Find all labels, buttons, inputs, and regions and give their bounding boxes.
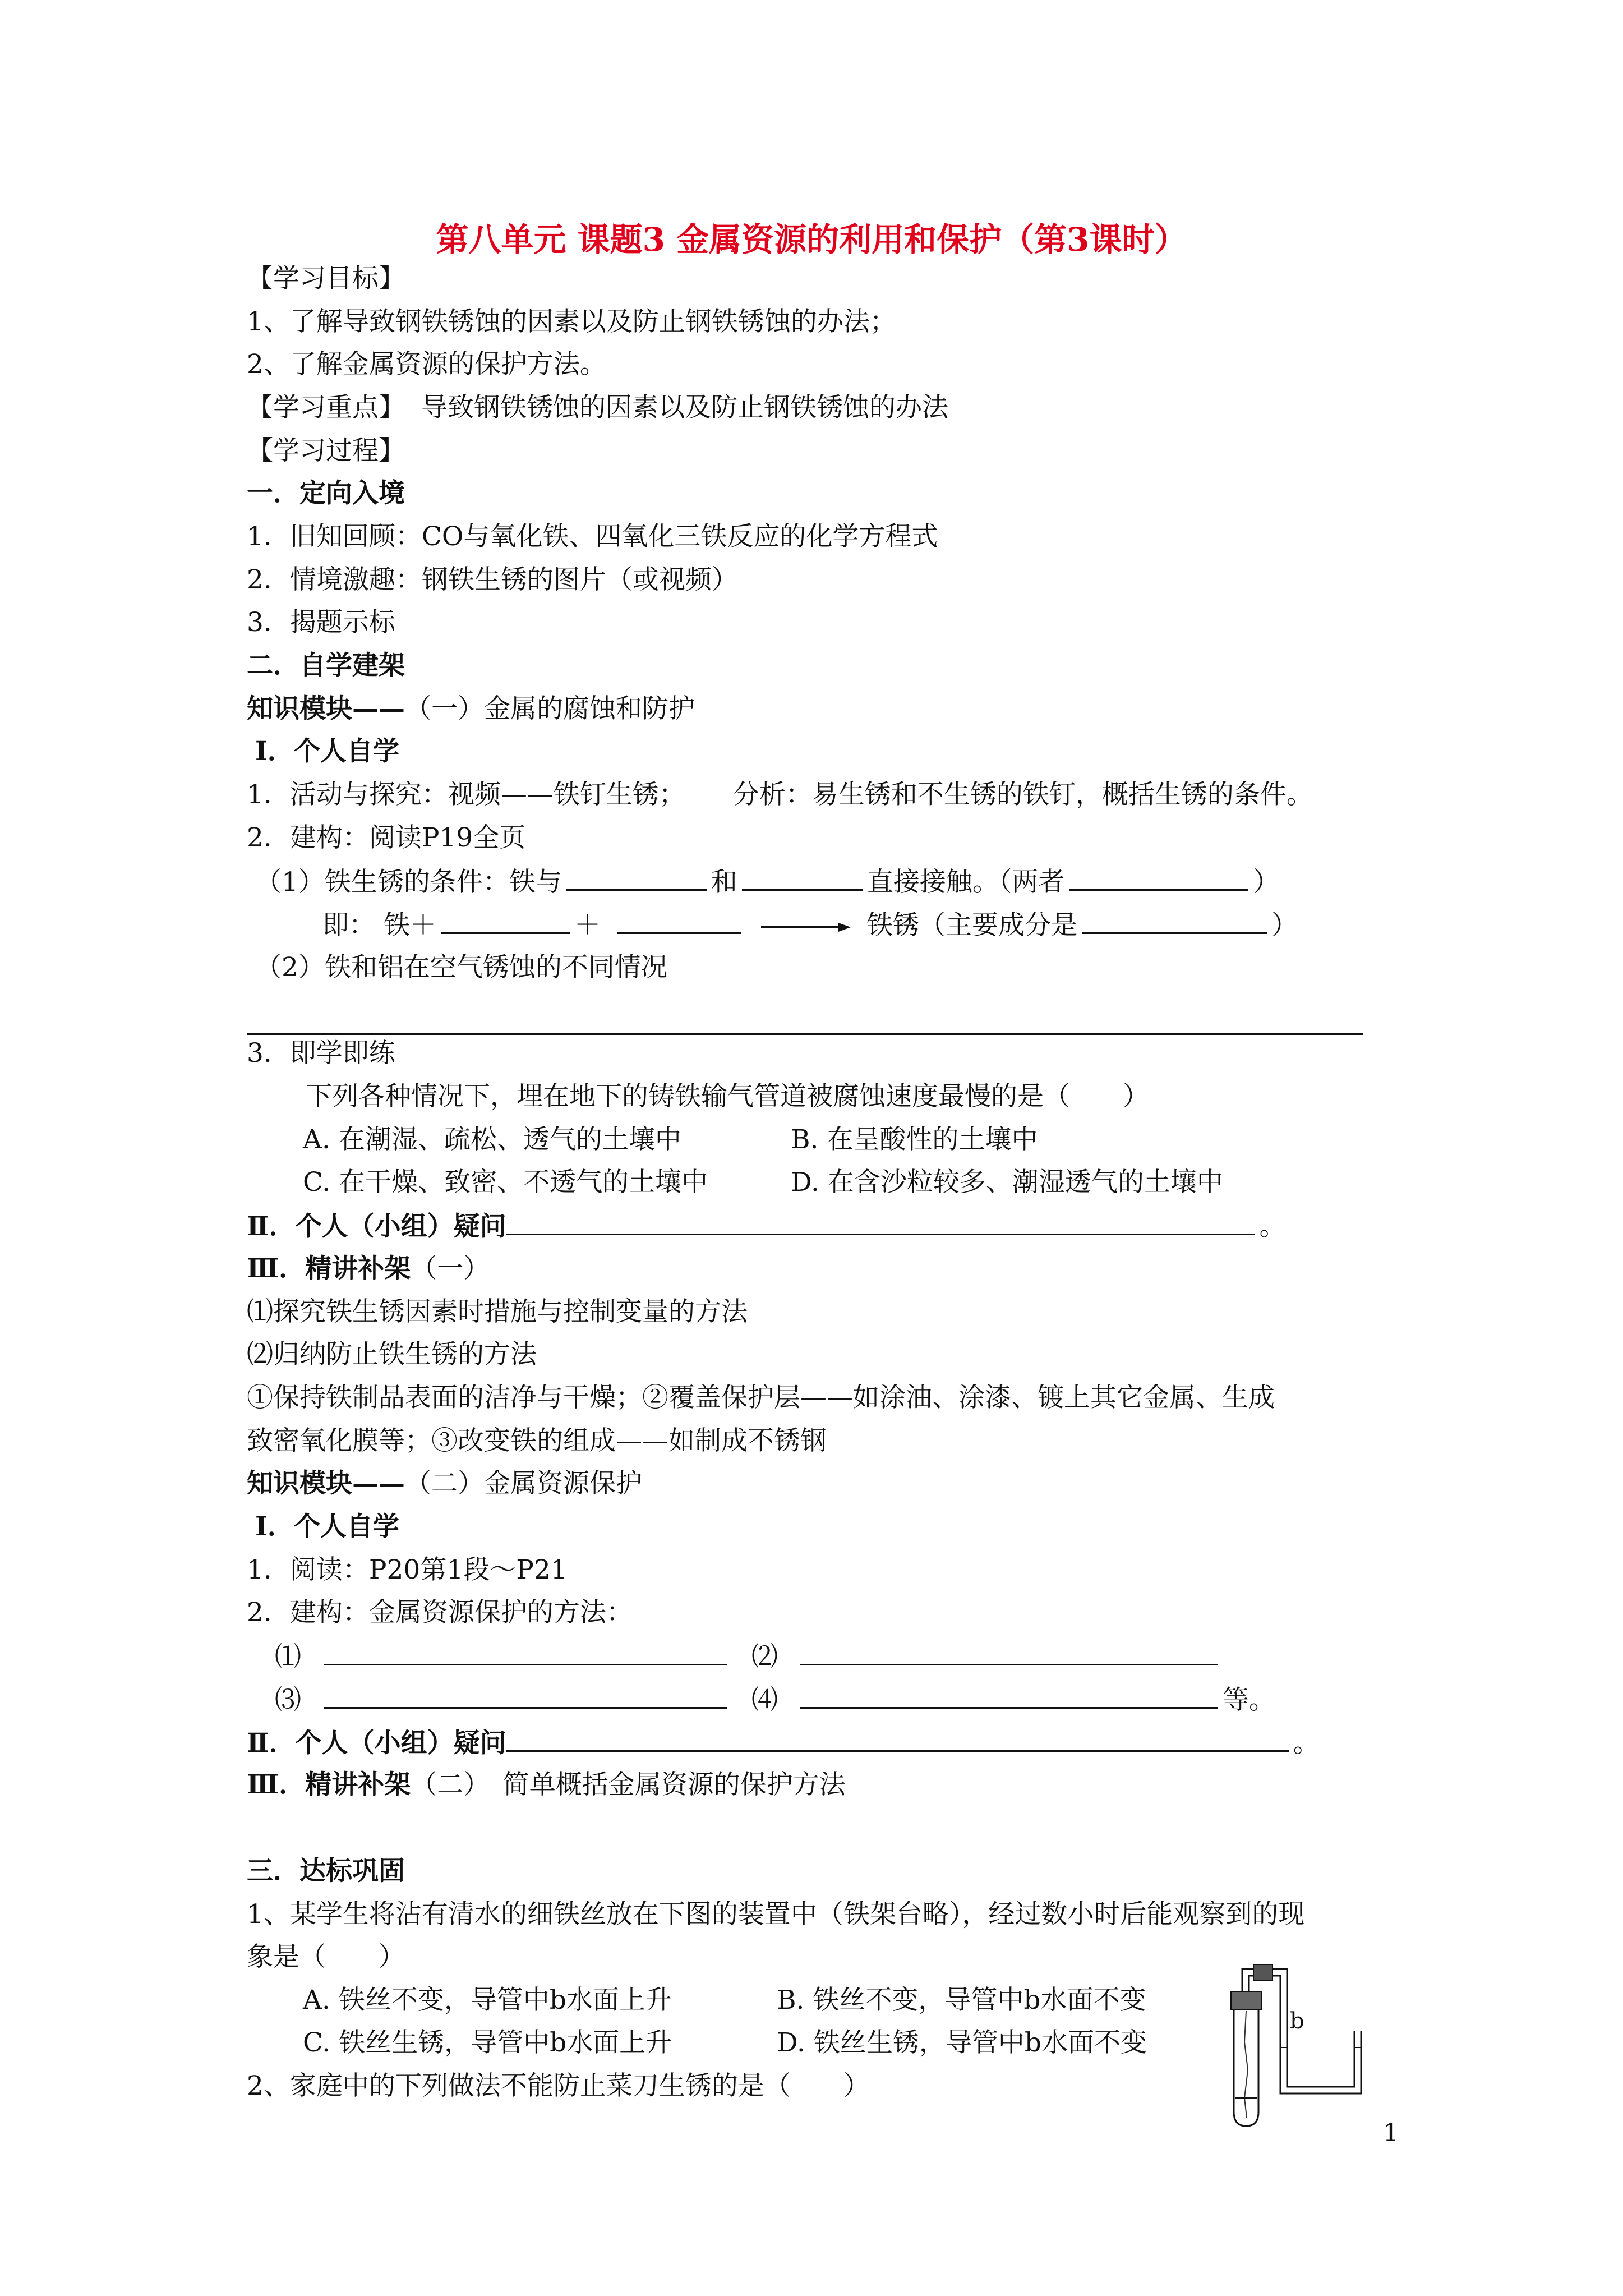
m1-lecture-text: （一） <box>411 1253 490 1284</box>
goals-heading: 【学习目标】 <box>247 263 405 294</box>
exercise-1-option-c: C. 铁丝生锈，导管中b水面上升 <box>303 2027 672 2058</box>
module-2-text: （二）金属资源保护 <box>405 1468 642 1499</box>
goal-2: 2、了解金属资源的保护方法。 <box>247 349 606 380</box>
practice-question: 下列各种情况下，埋在地下的铸铁输气管道被腐蚀速度最慢的是（ ） <box>306 1081 1149 1112</box>
option-a: A. 在潮湿、疏松、透气的土壤中 <box>303 1124 681 1155</box>
m2-lecture-label: Ⅲ．精讲补架 <box>247 1769 411 1800</box>
blank-3[interactable] <box>1069 864 1248 891</box>
blank-5[interactable] <box>617 908 741 934</box>
m2-lecture-line <box>247 1768 846 1802</box>
m2-self-study: Ⅰ．个人自学 <box>255 1511 399 1542</box>
close-paren: ） <box>1253 867 1280 898</box>
method-1-blank[interactable] <box>324 1639 727 1665</box>
method-2-blank[interactable] <box>800 1639 1218 1665</box>
exercise-1-option-b: B. 铁丝不变，导管中b水面不变 <box>777 1985 1146 2016</box>
equation-start: 即： 铁＋ <box>322 910 436 941</box>
lecture-item-4: 致密氧化膜等；③改变铁的组成——如制成不锈钢 <box>247 1425 827 1456</box>
focus-label: 【学习重点】 <box>247 392 405 423</box>
and-text: 和 <box>711 867 737 898</box>
etc-text: 等。 <box>1223 1685 1275 1715</box>
rust-equation-line <box>322 908 1298 942</box>
method-3-num: ⑶ <box>275 1685 301 1715</box>
lecture-item-3: ①保持铁制品表面的洁净与干燥；②覆盖保护层——如涂油、涂漆、镀上其它金属、生成 <box>247 1382 1275 1413</box>
module-2-heading <box>247 1467 642 1501</box>
m1-construct: 2．建构：阅读P19全页 <box>247 822 526 853</box>
exercise-1-option-a: A. 铁丝不变，导管中b水面上升 <box>303 1985 672 2016</box>
m2-construct: 2．建构：金属资源保护的方法： <box>247 1597 633 1628</box>
m2-question-label: Ⅱ．个人（小组）疑问 <box>247 1728 506 1759</box>
m2-question-blank[interactable] <box>506 1726 1289 1752</box>
rust-condition-line <box>255 864 1279 899</box>
m1-self-study: Ⅰ．个人自学 <box>255 736 399 767</box>
contact-text: 直接接触。（两者 <box>866 867 1065 898</box>
rust-text: 铁锈（主要成分是 <box>866 910 1077 941</box>
option-c: C. 在干燥、致密、不透气的土壤中 <box>303 1167 708 1198</box>
m1-practice: 3．即学即练 <box>247 1038 395 1069</box>
exercise-2: 2、家庭中的下列做法不能防止菜刀生锈的是（ ） <box>247 2070 870 2101</box>
module-2-label: 知识模块—— <box>247 1468 405 1499</box>
document-title: 第八单元 课题3 金属资源的利用和保护（第3课时） <box>436 220 1187 259</box>
method-1-line <box>275 1639 732 1674</box>
lecture-item-1: ⑴探究铁生锈因素时措施与控制变量的方法 <box>247 1296 748 1327</box>
section-3-heading: 三．达标巩固 <box>247 1856 405 1887</box>
m1-question-label: Ⅱ．个人（小组）疑问 <box>247 1211 506 1242</box>
process-heading: 【学习过程】 <box>247 435 405 466</box>
rust-condition-text: （1）铁生锈的条件：铁与 <box>255 867 562 898</box>
goal-1: 1、了解导致钢铁锈蚀的因素以及防止钢铁锈蚀的办法； <box>247 306 896 337</box>
method-4-num: ⑷ <box>751 1685 778 1715</box>
answer-rule[interactable] <box>247 1033 1363 1035</box>
m2-reading: 1．阅读：P20第1段～P21 <box>247 1554 568 1585</box>
apparatus-label-b: b <box>1290 2008 1304 2034</box>
method-3-line <box>275 1682 732 1717</box>
focus-line <box>247 391 948 425</box>
equation-end: ） <box>1271 910 1298 941</box>
method-2-num: ⑵ <box>751 1641 778 1672</box>
lecture-item-2: ⑵归纳防止铁生锈的方法 <box>247 1339 537 1370</box>
module-1-heading <box>247 692 695 726</box>
method-4-blank[interactable] <box>800 1682 1218 1709</box>
m1-question-line <box>247 1209 1286 1244</box>
page-number: 1 <box>1383 2119 1399 2147</box>
m1-lecture-label: Ⅲ．精讲补架 <box>247 1253 411 1284</box>
module-1-text: （一）金属的腐蚀和防护 <box>405 693 695 724</box>
blank-6[interactable] <box>1082 908 1267 934</box>
period: 。 <box>1293 1728 1320 1759</box>
iron-aluminum-line: （2）铁和铝在空气锈蚀的不同情况 <box>255 952 667 983</box>
exercise-1-line-2: 象是（ ） <box>247 1941 405 1972</box>
blank-2[interactable] <box>742 864 863 891</box>
s1-item-1: 1．旧知回顾：CO与氧化铁、四氧化三铁反应的化学方程式 <box>247 521 938 552</box>
method-2-line <box>751 1639 1223 1674</box>
method-1-num: ⑴ <box>275 1641 301 1672</box>
m2-lecture-text: （二） 简单概括金属资源的保护方法 <box>411 1769 846 1800</box>
m2-question-line <box>247 1726 1320 1760</box>
option-d: D. 在含沙粒较多、潮湿透气的土壤中 <box>791 1167 1223 1198</box>
exercise-1-option-d: D. 铁丝生锈，导管中b水面不变 <box>777 2027 1147 2058</box>
focus-text: 导致钢铁锈蚀的因素以及防止钢铁锈蚀的办法 <box>421 392 948 423</box>
period: 。 <box>1259 1211 1286 1242</box>
test-tube-apparatus-diagram <box>1220 1958 1399 2139</box>
blank-4[interactable] <box>441 908 570 934</box>
section-1-heading: 一．定向入境 <box>247 478 405 509</box>
m1-activity-a: 1．活动与探究：视频——铁钉生锈； <box>247 779 685 810</box>
module-1-label: 知识模块—— <box>247 693 405 724</box>
s1-item-2: 2．情境激趣：钢铁生锈的图片（或视频） <box>247 564 738 595</box>
option-b: B. 在呈酸性的土壤中 <box>791 1124 1038 1155</box>
blank-1[interactable] <box>566 864 707 891</box>
s1-item-3: 3．揭题示标 <box>247 607 395 638</box>
m1-lecture-line <box>247 1252 490 1286</box>
section-2-heading: 二．自学建架 <box>247 650 405 681</box>
reaction-arrow-icon <box>761 922 851 933</box>
m1-activity <box>247 778 1313 812</box>
m1-activity-b: 分析：易生锈和不生锈的铁钉，概括生锈的条件。 <box>732 779 1313 810</box>
exercise-1-line-1: 1、某学生将沾有清水的细铁丝放在下图的装置中（铁架台略），经过数小时后能观察到的现 <box>247 1899 1305 1930</box>
m1-question-blank[interactable] <box>506 1209 1255 1235</box>
method-4-line <box>751 1682 1275 1717</box>
method-3-blank[interactable] <box>324 1682 727 1709</box>
plus-sign: ＋ <box>574 910 601 941</box>
